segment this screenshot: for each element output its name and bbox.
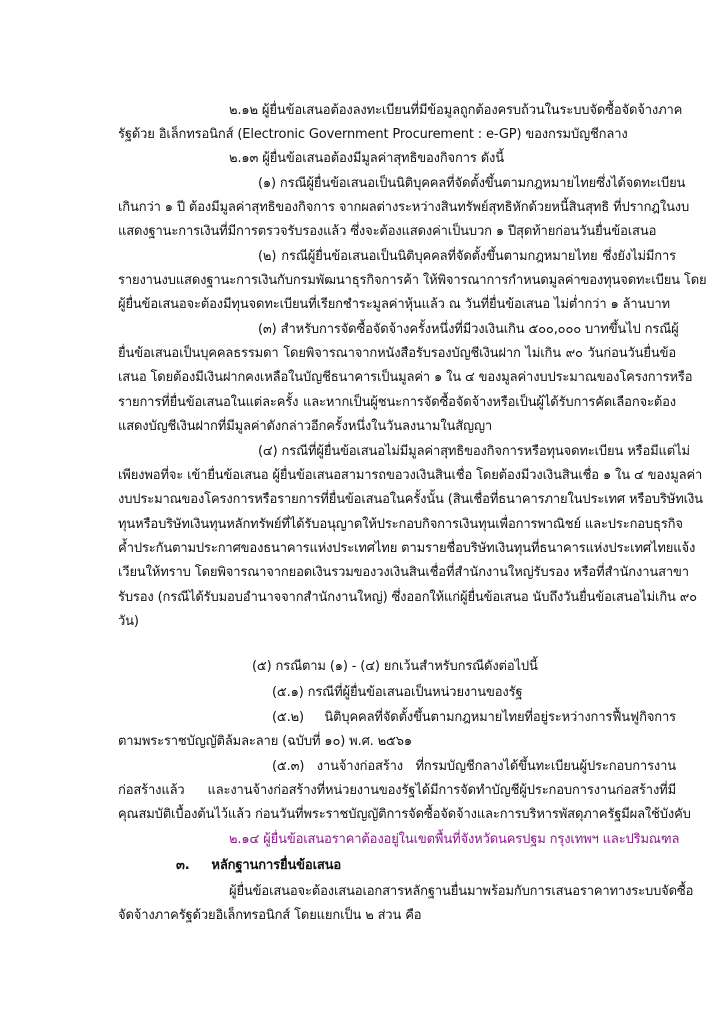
item-4-line-2: เพียงพอที่จะ เข้ายื่นข้อเสนอ ผู้ยื่นข้อเสนอสามารถขอวงเงินสินเชื่อ โดยต้องมีวงเงินสินเชื่อ ๑ ใน ๔ ของมูลค่า	[118, 468, 703, 483]
clause-2-13-heading: ๒.๑๓ ผู้ยื่นข้อเสนอต้องมีมูลค่าสุทธิของกิจการ ดังนี้	[229, 151, 504, 166]
section-3-line-2: จัดจ้างภาครัฐด้วยอิเล็กทรอนิกส์ โดยแยกเป็น ๒ ส่วน คือ	[118, 908, 422, 923]
item-4-line-4: ทุนหรือบริษัทเงินทุนหลักทรัพย์ที่ได้รับอนุญาตให้ประกอบกิจการเงินทุนเพื่อการพาณิชย์ และประกอบธุรกิจ	[118, 517, 683, 532]
item-5-2-line-2: ตามพระราชบัญญัติล้มละลาย (ฉบับที่ ๑๐) พ.ศ. ๒๕๖๑	[118, 734, 412, 749]
clause-2-14: ๒.๑๔ ผู้ยื่นข้อเสนอราคาต้องอยู่ในเขตพื้นที่จังหวัดนครปฐม กรุงเทพฯ และปริมณฑล	[229, 832, 680, 847]
clause-2-12-line-2: รัฐด้วย อิเล็กทรอนิกส์ (Electronic Government Procurement : e-GP) ของกรมบัญชีกลาง	[118, 127, 628, 142]
item-3-line-2: ยื่นข้อเสนอเป็นบุคคลธรรมดา โดยพิจารณาจากหนังสือรับรองบัญชีเงินฝาก ไม่เกิน ๙๐ วันก่อนวันยื่นข้อ	[118, 346, 676, 361]
item-3-line-3: เสนอ โดยต้องมีเงินฝากคงเหลือในบัญชีธนาคารเป็นมูลค่า ๑ ใน ๔ ของมูลค่างบประมาณของโครงการหรือ	[118, 370, 693, 385]
section-3-heading: ๓. หลักฐานการยื่นข้อเสนอ	[176, 858, 342, 873]
item-5-3-line-2: ก่อสร้างแล้ว และงานจ้างก่อสร้างที่หน่วยงานของรัฐได้มีการจัดทำบัญชีผู้ประกอบการงานก่อสร้างที่มี	[118, 783, 676, 798]
item-4-line-3: งบประมาณของโครงการหรือรายการที่ยื่นข้อเสนอในครั้งนั้น (สินเชื่อที่ธนาคารภายในประเทศ หรือบริษัทเงิน	[118, 492, 703, 507]
item-1-line-3: แสดงฐานะการเงินที่มีการตรวจรับรองแล้ว ซึ่งจะต้องแสดงค่าเป็นบวก ๑ ปีสุดท้ายก่อนวันยื่นข้อเสนอ	[118, 224, 657, 239]
item-4-line-6: เวียนให้ทราบ โดยพิจารณาจากยอดเงินรวมของวงเงินสินเชื่อที่สำนักงานใหญ่รับรอง หรือที่สำนักงานสาขา	[118, 565, 689, 580]
item-5-3-line-1: (๕.๓) งานจ้างก่อสร้าง ที่กรมบัญชีกลางได้ขึ้นทะเบียนผู้ประกอบการงาน	[272, 759, 676, 774]
item-4-line-1: (๔) กรณีที่ผู้ยื่นข้อเสนอไม่มีมูลค่าสุทธิของกิจการหรือทุนจดทะเบียน หรือมีแต่ไม่	[258, 444, 690, 459]
item-2-line-2: รายงานงบแสดงฐานะการเงินกับกรมพัฒนาธุรกิจการค้า ให้พิจารณาการกำหนดมูลค่าของทุนจดทะเบียน โดย	[118, 273, 707, 288]
clause-2-12-line-1: ๒.๑๒ ผู้ยื่นข้อเสนอต้องลงทะเบียนที่มีข้อมูลถูกต้องครบถ้วนในระบบจัดซื้อจัดจ้างภาค	[229, 103, 683, 118]
item-2-line-3: ผู้ยื่นข้อเสนอจะต้องมีทุนจดทะเบียนที่เรียกชำระมูลค่าหุ้นแล้ว ณ วันที่ยื่นข้อเสนอ ไม่ต่ำกว่า ๑ ล้านบาท	[118, 297, 670, 312]
item-5-2-line-1: (๕.๒) นิติบุคคลที่จัดตั้งขึ้นตามกฎหมายไทยที่อยู่ระหว่างการฟื้นฟูกิจการ	[272, 710, 676, 725]
item-3-line-4: รายการที่ยื่นข้อเสนอในแต่ละครั้ง และหากเป็นผู้ชนะการจัดซื้อจัดจ้างหรือเป็นผู้ได้รับการคัดเลือกจะต้อง	[118, 395, 676, 410]
item-3-line-5: แสดงบัญชีเงินฝากที่มีมูลค่าดังกล่าวอีกครั้งหนึ่งในวันลงนามในสัญญา	[118, 419, 493, 434]
item-2-line-1: (๒) กรณีผู้ยื่นข้อเสนอเป็นนิติบุคคลที่จัดตั้งขึ้นตามกฎหมายไทย ซึ่งยังไม่มีการ	[258, 249, 676, 264]
item-5-3-line-3: คุณสมบัติเบื้องต้นไว้แล้ว ก่อนวันที่พระราชบัญญัติการจัดซื้อจัดจ้างและการบริหารพัสดุภาครัฐมีผลใช้บังคับ	[118, 807, 691, 822]
section-3-line-1: ผู้ยื่นข้อเสนอจะต้องเสนอเอกสารหลักฐานยื่นมาพร้อมกับการเสนอราคาทางระบบจัดซื้อ	[229, 884, 694, 899]
item-5-1: (๕.๑) กรณีที่ผู้ยื่นข้อเสนอเป็นหน่วยงานของรัฐ	[272, 685, 523, 700]
item-4-line-7: รับรอง (กรณีได้รับมอบอำนาจจากสำนักงานใหญ่) ซึ่งออกให้แก่ผู้ยื่นข้อเสนอ นับถึงวันยื่นข้อเสนอไม่เกิน ๙๐	[118, 590, 697, 605]
item-1-line-2: เกินกว่า ๑ ปี ต้องมีมูลค่าสุทธิของกิจการ จากผลต่างระหว่างสินทรัพย์สุทธิหักด้วยหนี้สินสุทธิ ที่ปรากฎในงบ	[118, 200, 690, 215]
item-4-line-5: ค้ำประกันตามประกาศของธนาคารแห่งประเทศไทย ตามรายชื่อบริษัทเงินทุนที่ธนาคารแห่งประเทศไทยแจ้ง	[118, 541, 696, 556]
item-1-line-1: (๑) กรณีผู้ยื่นข้อเสนอเป็นนิติบุคคลที่จัดตั้งขึ้นตามกฎหมายไทยซึ่งได้จดทะเบียน	[258, 176, 686, 191]
item-3-line-1: (๓) สำหรับการจัดซื้อจัดจ้างครั้งหนึ่งที่มีวงเงินเกิน ๕๐๐,๐๐๐ บาทขึ้นไป กรณีผู้	[258, 322, 679, 337]
item-4-line-8: วัน)	[118, 614, 139, 629]
item-5-heading: (๕) กรณีตาม (๑) - (๔) ยกเว้นสำหรับกรณีดังต่อไปนี้	[252, 659, 538, 674]
